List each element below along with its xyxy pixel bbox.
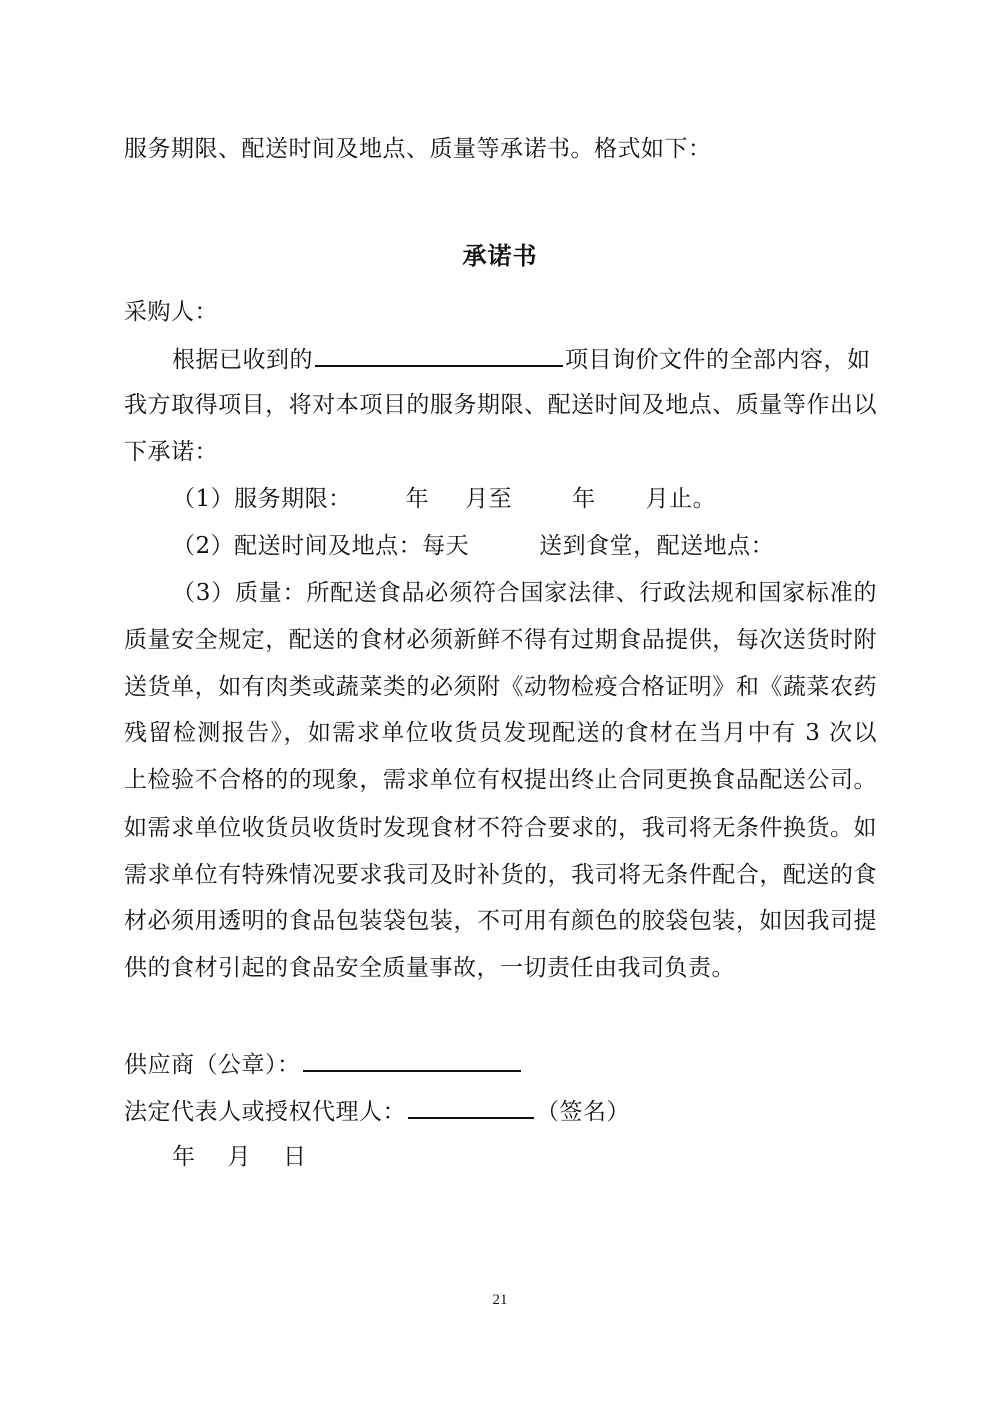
para1-line1-a: 根据已收到的 [172,347,313,373]
page-number: 21 [492,1292,508,1308]
item1-year1: 年 [405,486,430,512]
item3-line: 供的食材引起的食品安全质量事故，一切责任由我司负责。 [124,955,735,981]
item3-line: 残留检测报告》，如需求单位收货员发现配送的食材在当月中有 3 次以 [124,720,877,746]
item1-label: （1）服务期限： [172,486,352,512]
para1-line3: 下承诺： [124,439,218,465]
item3-line: （3）质量：所配送食品必须符合国家法律、行政法规和国家标准的 [172,580,877,606]
project-name-blank [315,343,563,367]
para1-line1 [172,343,871,375]
date-line [172,1142,307,1172]
date-month: 月 [227,1144,251,1170]
item3-line: 送货单，如有肉类或蔬菜类的必须附《动物检疫合格证明》和《蔬菜农药 [124,674,877,700]
item2-label: （2）配送时间及地点：每天 [172,533,470,559]
representative-label: 法定代表人或授权代理人： [124,1099,406,1125]
para1-line1-b: 项目询价文件的全部内容，如 [565,347,871,373]
representative-line [124,1095,630,1127]
item1-month-end: 月止。 [645,486,717,512]
item1-service-period [172,484,716,514]
item3-line: 上检验不合格的的现象，需求单位有权提出终止合同更换食品配送公司。 [124,767,877,793]
item1-year2: 年 [572,486,596,512]
item3-line: 如需求单位收货员收货时发现食材不符合要求的，我司将无条件换货。如 [124,815,877,841]
signature-blank [408,1095,534,1119]
purchaser-label: 采购人： [124,299,218,325]
item2-delivery [172,531,774,561]
sign-note: （签名） [536,1099,630,1125]
item2-delivered: 送到食堂，配送地点： [539,533,775,559]
supplier-line [124,1048,523,1080]
supplier-label: 供应商（公章）： [124,1052,301,1078]
item3-line: 质量安全规定，配送的食材必须新鲜不得有过期食品提供，每次送货时附 [124,627,877,653]
item1-month-to: 月至 [465,486,513,512]
para1-line2: 我方取得项目，将对本项目的服务期限、配送时间及地点、质量等作出以 [124,392,877,418]
document-title: 承诺书 [462,241,538,270]
date-year: 年 [172,1144,196,1170]
supplier-seal-blank [303,1048,521,1072]
intro-line: 服务期限、配送时间及地点、质量等承诺书。格式如下： [124,136,712,162]
item3-line: 材必须用透明的食品包装袋包装，不可用有颜色的胶袋包装，如因我司提 [124,908,877,934]
date-day: 日 [283,1144,307,1170]
item3-line: 需求单位有特殊情况要求我司及时补货的，我司将无条件配合，配送的食 [124,862,877,888]
